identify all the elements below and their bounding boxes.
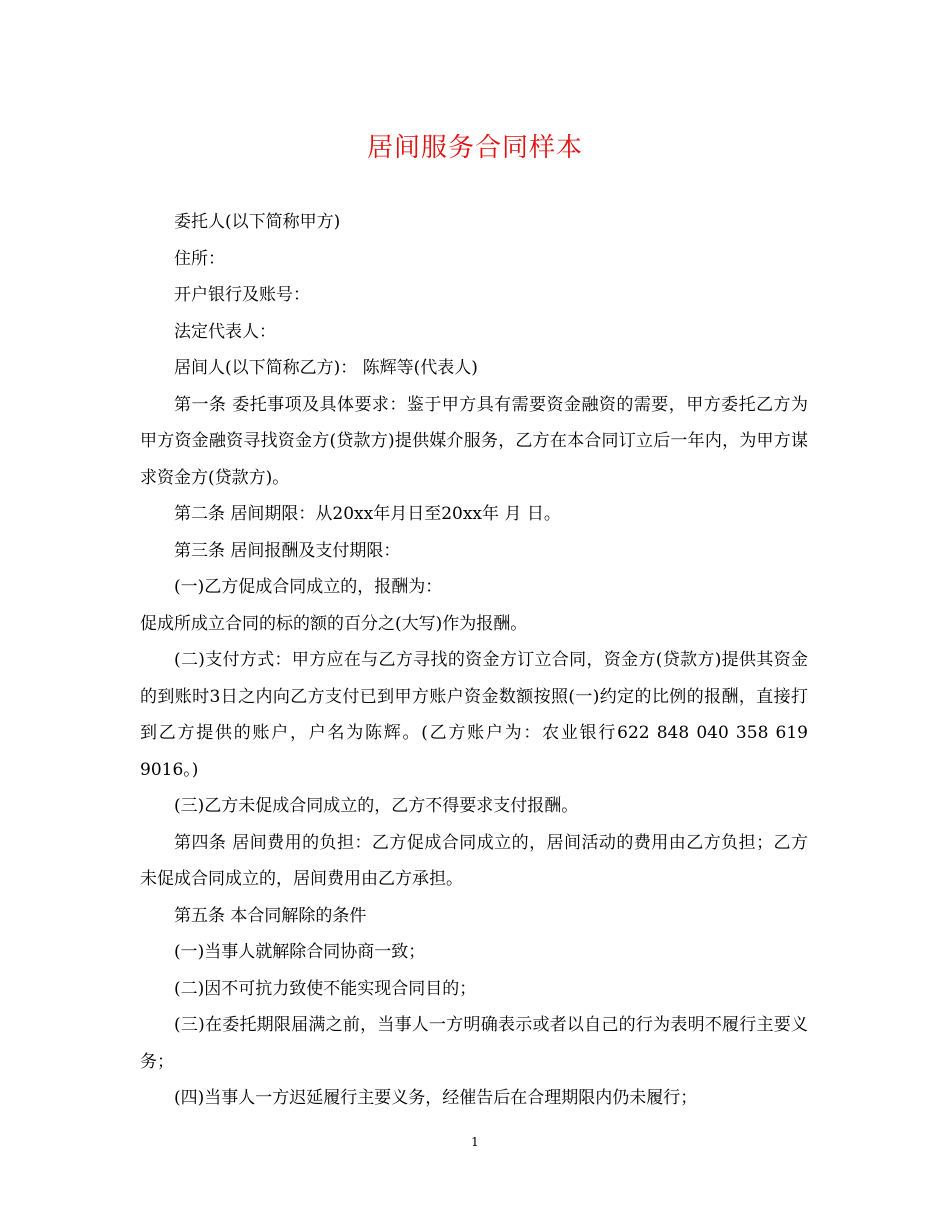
paragraph-address: 住所：	[174, 248, 225, 269]
paragraph-intermediary: 居间人(以下简称乙方)： 陈辉等(代表人)	[174, 358, 478, 378]
paragraph-article-3: 第三条 居间报酬及支付期限：	[174, 540, 401, 561]
page-number: 1	[471, 1135, 479, 1149]
paragraph-article-5-item-3: (三)在委托期限届满之前，当事人一方明确表示或者以自己的行为表明不履行主要义务；	[140, 1015, 808, 1072]
paragraph-principal: 委托人(以下简称甲方)	[174, 212, 341, 232]
paragraph-article-2: 第二条 居间期限：从20xx年月日至20xx年 月 日。	[174, 504, 561, 524]
paragraph-article-5-item-1: (一)当事人就解除合同协商一致；	[174, 942, 426, 962]
paragraph-article-3-item-1: (一)乙方促成合同成立的，报酬为：	[174, 577, 443, 597]
paragraph-article-5-item-2: (二)因不可抗力致使不能实现合同目的；	[174, 978, 477, 999]
document-body	[140, 204, 808, 1117]
paragraph-article-3-item-2: (二)支付方式：甲方应在与乙方寻找的资金方订立合同，资金方(贷款方)提供其资金的到账时3日之内向乙方支付已到甲方账户资金数额按照(一)约定的比例的报酬，直接打到乙方提供的账户，户名为陈辉。(乙方账户为：农业银行622 848 040 358 619 9016。)	[140, 650, 808, 780]
document-title: 居间服务合同样本	[366, 133, 583, 163]
paragraph-article-4: 第四条 居间费用的负担：乙方促成合同成立的，居间活动的费用由乙方负担；乙方未促成合同成立的，居间费用由乙方承担。	[140, 832, 808, 889]
paragraph-article-5-item-4: (四)当事人一方迟延履行主要义务，经催告后在合理期限内仍未履行；	[174, 1088, 698, 1108]
paragraph-bank-account: 开户银行及账号：	[174, 285, 310, 305]
paragraph-article-3-item-1-detail: 促成所成立合同的标的额的百分之(大写)作为报酬。	[140, 613, 528, 634]
paragraph-article-5: 第五条 本合同解除的条件	[174, 905, 367, 926]
paragraph-legal-representative: 法定代表人：	[174, 321, 276, 342]
paragraph-article-3-item-3: (三)乙方未促成合同成立的，乙方不得要求支付报酬。	[174, 796, 579, 816]
paragraph-article-1: 第一条 委托事项及具体要求：鉴于甲方具有需要资金融资的需要，甲方委托乙方为甲方资金融资寻找资金方(贷款方)提供媒介服务，乙方在本合同订立后一年内，为甲方谋求资金方(贷款方)。	[140, 394, 808, 488]
